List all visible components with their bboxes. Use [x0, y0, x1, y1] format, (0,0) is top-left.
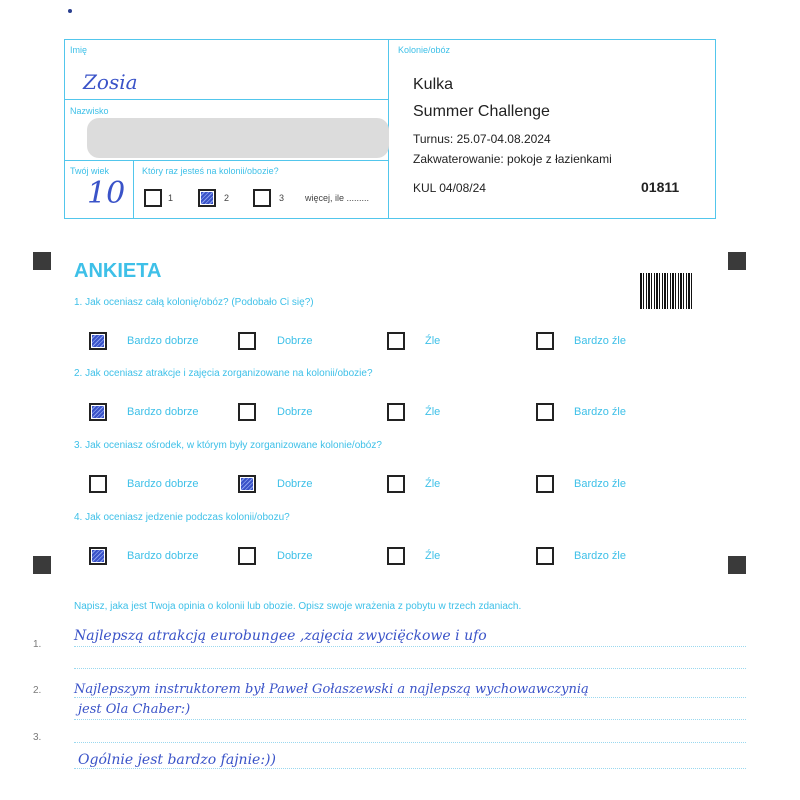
more-times-label: więcej, ile .........: [305, 193, 370, 203]
question-1-option-2-checkbox[interactable]: [238, 332, 256, 350]
survey-title: ANKIETA: [74, 260, 162, 282]
question-2-option-4-checkbox[interactable]: [536, 403, 554, 421]
question-4-option-2-label: Dobrze: [277, 550, 313, 562]
camp-name: Kulka: [413, 76, 454, 93]
form-number: 01811: [641, 179, 680, 195]
question-3-option-4-checkbox[interactable]: [536, 475, 554, 493]
registration-marker: [33, 252, 51, 270]
question-2-option-1-checkbox[interactable]: [89, 403, 107, 421]
writing-line: [74, 668, 746, 669]
question-1-option-2-label: Dobrze: [277, 335, 313, 347]
question-3-text: 3. Jak oceniasz ośrodek, w którym były zorganizowane kolonie/obóz?: [74, 440, 382, 451]
which-time-label: Który raz jesteś na kolonii/obozie?: [142, 166, 279, 176]
top-dot: [68, 9, 72, 13]
question-3-option-3-checkbox[interactable]: [387, 475, 405, 493]
question-3-option-1-label: Bardzo dobrze: [127, 478, 199, 490]
question-2-option-1-label: Bardzo dobrze: [127, 406, 199, 418]
header-form: [64, 39, 716, 219]
line-number-3: 3.: [33, 732, 42, 743]
question-4-option-2-checkbox[interactable]: [238, 547, 256, 565]
age-label: Twój wiek: [70, 166, 110, 176]
question-2-option-2-label: Dobrze: [277, 406, 313, 418]
camp-code: KUL 04/08/24: [413, 181, 486, 195]
writing-line: [74, 742, 746, 743]
question-4-option-4-label: Bardzo źle: [574, 550, 626, 562]
last-name-label: Nazwisko: [70, 106, 109, 116]
which-time-checkbox-1[interactable]: [144, 189, 162, 207]
first-name-label: Imię: [70, 45, 88, 55]
line-number-2: 2.: [33, 685, 42, 696]
question-4-option-1-checkbox[interactable]: [89, 547, 107, 565]
writing-line: [74, 646, 746, 647]
question-1-option-4-checkbox[interactable]: [536, 332, 554, 350]
question-4-option-3-checkbox[interactable]: [387, 547, 405, 565]
question-1-option-1-checkbox[interactable]: [89, 332, 107, 350]
opinion-line-2a: Najlepszym instruktorem był Paweł Gołaszewski a najlepszą wychowawczynią: [74, 682, 589, 697]
redacted-last-name: [87, 118, 389, 158]
question-4-option-3-label: Źle: [425, 550, 441, 562]
question-3-option-2-checkbox[interactable]: [238, 475, 256, 493]
question-2-option-2-checkbox[interactable]: [238, 403, 256, 421]
question-1-option-3-checkbox[interactable]: [387, 332, 405, 350]
accommodation: Zakwaterowanie: pokoje z łazienkami: [413, 152, 612, 166]
opinion-line-1: Najlepszą atrakcją eurobungee ,zajęcia zwycię̈ckowe i ufo: [74, 628, 487, 644]
question-2-option-3-checkbox[interactable]: [387, 403, 405, 421]
writing-line: [74, 768, 746, 769]
age-divider: [133, 160, 134, 218]
question-1-option-4-label: Bardzo źle: [574, 335, 626, 347]
registration-marker: [728, 556, 746, 574]
header-row-line: [65, 99, 389, 100]
which-time-option-3: 3: [279, 193, 285, 203]
opinion-prompt: Napisz, jaka jest Twoja opinia o kolonii lub obozie. Opisz swoje wrażenia z pobytu w trzech zdaniach.: [74, 601, 522, 612]
turnus: Turnus: 25.07-04.08.2024: [413, 132, 551, 146]
opinion-line-3: Ogólnie jest bardzo fajnie:)): [78, 752, 276, 768]
question-3-option-2-label: Dobrze: [277, 478, 313, 490]
camp-label: Kolonie/obóz: [398, 45, 451, 55]
barcode: [640, 273, 694, 309]
which-time-checkbox-3[interactable]: [253, 189, 271, 207]
age-value: 10: [87, 176, 126, 211]
first-name-value: Zosia: [83, 70, 138, 94]
question-4-option-4-checkbox[interactable]: [536, 547, 554, 565]
question-2-option-3-label: Źle: [425, 406, 441, 418]
writing-line: [74, 697, 746, 698]
which-time-option-2: 2: [224, 193, 230, 203]
question-1-text: 1. Jak oceniasz całą kolonię/obóz? (Podobało Ci się?): [74, 297, 314, 308]
question-3-option-3-label: Źle: [425, 478, 441, 490]
registration-marker: [728, 252, 746, 270]
question-4-text: 4. Jak oceniasz jedzenie podczas kolonii/obozu?: [74, 512, 290, 523]
registration-marker: [33, 556, 51, 574]
camp-subtitle: Summer Challenge: [413, 103, 550, 120]
which-time-option-1: 1: [168, 193, 174, 203]
question-3-option-1-checkbox[interactable]: [89, 475, 107, 493]
question-4-option-1-label: Bardzo dobrze: [127, 550, 199, 562]
question-1-option-3-label: Źle: [425, 335, 441, 347]
line-number-1: 1.: [33, 639, 42, 650]
header-row-line: [65, 160, 389, 161]
question-2-option-4-label: Bardzo źle: [574, 406, 626, 418]
opinion-line-2b: jest Ola Chaber:): [78, 702, 191, 717]
question-2-text: 2. Jak oceniasz atrakcje i zajęcia zorganizowane na kolonii/obozie?: [74, 368, 373, 379]
question-3-option-4-label: Bardzo źle: [574, 478, 626, 490]
writing-line: [74, 719, 746, 720]
which-time-checkbox-2[interactable]: [198, 189, 216, 207]
question-1-option-1-label: Bardzo dobrze: [127, 335, 199, 347]
